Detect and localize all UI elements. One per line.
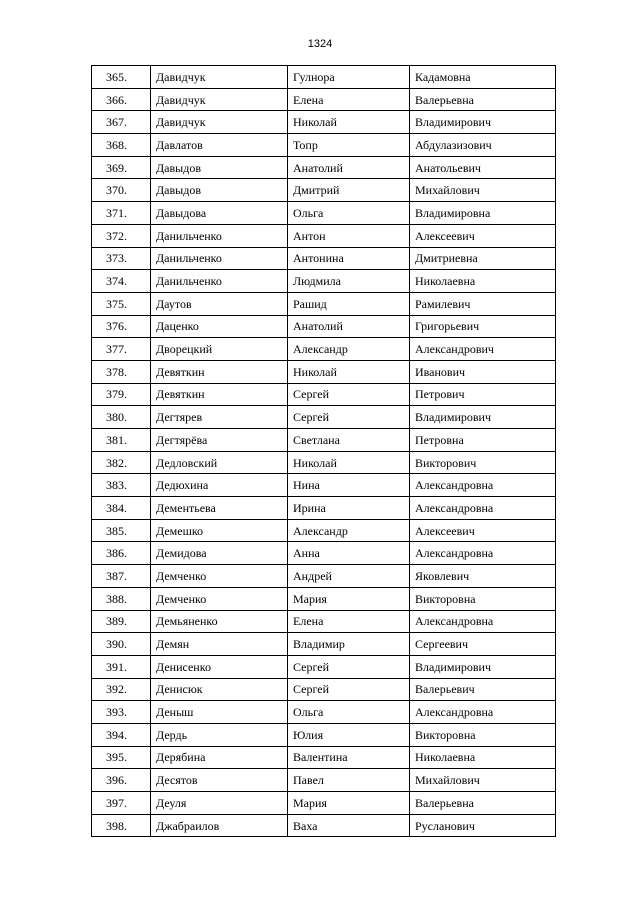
surname-cell: Давидчук bbox=[151, 111, 288, 134]
table-row bbox=[92, 134, 556, 157]
first-name-cell: Владимир bbox=[288, 633, 410, 656]
roster-table bbox=[91, 65, 556, 837]
patronymic-cell: Александрович bbox=[410, 338, 556, 361]
first-name-cell: Юлия bbox=[288, 723, 410, 746]
first-name-cell: Анатолий bbox=[288, 156, 410, 179]
row-number-cell: 375. bbox=[92, 292, 151, 315]
surname-cell: Джабраилов bbox=[151, 814, 288, 837]
surname-cell: Давыдов bbox=[151, 156, 288, 179]
surname-cell: Деныш bbox=[151, 701, 288, 724]
patronymic-cell: Иванович bbox=[410, 360, 556, 383]
table-row bbox=[92, 224, 556, 247]
row-number-cell: 390. bbox=[92, 633, 151, 656]
table-row bbox=[92, 723, 556, 746]
first-name-cell: Сергей bbox=[288, 655, 410, 678]
patronymic-cell: Кадамовна bbox=[410, 66, 556, 89]
surname-cell: Давыдова bbox=[151, 202, 288, 225]
first-name-cell: Ольга bbox=[288, 202, 410, 225]
row-number-cell: 385. bbox=[92, 519, 151, 542]
first-name-cell: Топр bbox=[288, 134, 410, 157]
table-row bbox=[92, 292, 556, 315]
row-number-cell: 387. bbox=[92, 565, 151, 588]
patronymic-cell: Викторович bbox=[410, 451, 556, 474]
first-name-cell: Гулнора bbox=[288, 66, 410, 89]
patronymic-cell: Николаевна bbox=[410, 270, 556, 293]
surname-cell: Данильченко bbox=[151, 270, 288, 293]
first-name-cell: Александр bbox=[288, 338, 410, 361]
patronymic-cell: Валерьевна bbox=[410, 792, 556, 815]
first-name-cell: Нина bbox=[288, 474, 410, 497]
patronymic-cell: Викторовна bbox=[410, 723, 556, 746]
surname-cell: Демьяненко bbox=[151, 610, 288, 633]
first-name-cell: Николай bbox=[288, 451, 410, 474]
row-number-cell: 379. bbox=[92, 383, 151, 406]
row-number-cell: 383. bbox=[92, 474, 151, 497]
table-row bbox=[92, 315, 556, 338]
row-number-cell: 381. bbox=[92, 429, 151, 452]
patronymic-cell: Владимирович bbox=[410, 655, 556, 678]
surname-cell: Демидова bbox=[151, 542, 288, 565]
patronymic-cell: Владимировна bbox=[410, 202, 556, 225]
patronymic-cell: Валерьевна bbox=[410, 88, 556, 111]
first-name-cell: Анатолий bbox=[288, 315, 410, 338]
patronymic-cell: Алексеевич bbox=[410, 224, 556, 247]
row-number-cell: 396. bbox=[92, 769, 151, 792]
first-name-cell: Анна bbox=[288, 542, 410, 565]
patronymic-cell: Владимирович bbox=[410, 111, 556, 134]
table-row bbox=[92, 678, 556, 701]
first-name-cell: Елена bbox=[288, 88, 410, 111]
row-number-cell: 368. bbox=[92, 134, 151, 157]
first-name-cell: Людмила bbox=[288, 270, 410, 293]
row-number-cell: 371. bbox=[92, 202, 151, 225]
table-row bbox=[92, 701, 556, 724]
first-name-cell: Дмитрий bbox=[288, 179, 410, 202]
surname-cell: Демченко bbox=[151, 565, 288, 588]
first-name-cell: Елена bbox=[288, 610, 410, 633]
surname-cell: Данильченко bbox=[151, 224, 288, 247]
surname-cell: Деуля bbox=[151, 792, 288, 815]
first-name-cell: Ваха bbox=[288, 814, 410, 837]
table-row bbox=[92, 202, 556, 225]
row-number-cell: 394. bbox=[92, 723, 151, 746]
row-number-cell: 374. bbox=[92, 270, 151, 293]
patronymic-cell: Александровна bbox=[410, 474, 556, 497]
table-row bbox=[92, 814, 556, 837]
surname-cell: Дердь bbox=[151, 723, 288, 746]
patronymic-cell: Александровна bbox=[410, 542, 556, 565]
patronymic-cell: Петровна bbox=[410, 429, 556, 452]
surname-cell: Данильченко bbox=[151, 247, 288, 270]
row-number-cell: 380. bbox=[92, 406, 151, 429]
table-row bbox=[92, 406, 556, 429]
surname-cell: Девяткин bbox=[151, 383, 288, 406]
table-row bbox=[92, 769, 556, 792]
first-name-cell: Александр bbox=[288, 519, 410, 542]
row-number-cell: 382. bbox=[92, 451, 151, 474]
table-row bbox=[92, 792, 556, 815]
patronymic-cell: Владимирович bbox=[410, 406, 556, 429]
first-name-cell: Сергей bbox=[288, 383, 410, 406]
surname-cell: Денисенко bbox=[151, 655, 288, 678]
patronymic-cell: Александровна bbox=[410, 497, 556, 520]
row-number-cell: 393. bbox=[92, 701, 151, 724]
row-number-cell: 384. bbox=[92, 497, 151, 520]
table-row bbox=[92, 360, 556, 383]
row-number-cell: 372. bbox=[92, 224, 151, 247]
row-number-cell: 397. bbox=[92, 792, 151, 815]
patronymic-cell: Абдулазизович bbox=[410, 134, 556, 157]
table-row bbox=[92, 497, 556, 520]
table-row bbox=[92, 610, 556, 633]
surname-cell: Давидчук bbox=[151, 66, 288, 89]
surname-cell: Даценко bbox=[151, 315, 288, 338]
row-number-cell: 377. bbox=[92, 338, 151, 361]
table-row bbox=[92, 633, 556, 656]
patronymic-cell: Анатольевич bbox=[410, 156, 556, 179]
patronymic-cell: Григорьевич bbox=[410, 315, 556, 338]
row-number-cell: 392. bbox=[92, 678, 151, 701]
table-row bbox=[92, 247, 556, 270]
patronymic-cell: Михайлович bbox=[410, 179, 556, 202]
patronymic-cell: Яковлевич bbox=[410, 565, 556, 588]
surname-cell: Давлатов bbox=[151, 134, 288, 157]
surname-cell: Дементьева bbox=[151, 497, 288, 520]
table-row bbox=[92, 519, 556, 542]
surname-cell: Давидчук bbox=[151, 88, 288, 111]
row-number-cell: 378. bbox=[92, 360, 151, 383]
table-row bbox=[92, 451, 556, 474]
patronymic-cell: Петрович bbox=[410, 383, 556, 406]
first-name-cell: Сергей bbox=[288, 406, 410, 429]
row-number-cell: 395. bbox=[92, 746, 151, 769]
patronymic-cell: Николаевна bbox=[410, 746, 556, 769]
surname-cell: Девяткин bbox=[151, 360, 288, 383]
patronymic-cell: Александровна bbox=[410, 701, 556, 724]
surname-cell: Десятов bbox=[151, 769, 288, 792]
surname-cell: Дедловский bbox=[151, 451, 288, 474]
row-number-cell: 370. bbox=[92, 179, 151, 202]
patronymic-cell: Русланович bbox=[410, 814, 556, 837]
patronymic-cell: Алексеевич bbox=[410, 519, 556, 542]
row-number-cell: 366. bbox=[92, 88, 151, 111]
surname-cell: Дерябина bbox=[151, 746, 288, 769]
surname-cell: Демян bbox=[151, 633, 288, 656]
first-name-cell: Сергей bbox=[288, 678, 410, 701]
first-name-cell: Андрей bbox=[288, 565, 410, 588]
row-number-cell: 388. bbox=[92, 587, 151, 610]
table-row bbox=[92, 474, 556, 497]
surname-cell: Дегтярёва bbox=[151, 429, 288, 452]
table-row bbox=[92, 565, 556, 588]
roster-table-body bbox=[92, 66, 556, 837]
row-number-cell: 369. bbox=[92, 156, 151, 179]
row-number-cell: 373. bbox=[92, 247, 151, 270]
patronymic-cell: Александровна bbox=[410, 610, 556, 633]
row-number-cell: 365. bbox=[92, 66, 151, 89]
table-row bbox=[92, 542, 556, 565]
table-row bbox=[92, 179, 556, 202]
surname-cell: Дворецкий bbox=[151, 338, 288, 361]
table-row bbox=[92, 429, 556, 452]
surname-cell: Давыдов bbox=[151, 179, 288, 202]
row-number-cell: 389. bbox=[92, 610, 151, 633]
row-number-cell: 367. bbox=[92, 111, 151, 134]
table-row bbox=[92, 270, 556, 293]
table-row bbox=[92, 383, 556, 406]
table-row bbox=[92, 66, 556, 89]
row-number-cell: 398. bbox=[92, 814, 151, 837]
row-number-cell: 391. bbox=[92, 655, 151, 678]
surname-cell: Даутов bbox=[151, 292, 288, 315]
surname-cell: Демченко bbox=[151, 587, 288, 610]
first-name-cell: Рашид bbox=[288, 292, 410, 315]
row-number-cell: 376. bbox=[92, 315, 151, 338]
table-row bbox=[92, 587, 556, 610]
table-row bbox=[92, 111, 556, 134]
table-row bbox=[92, 655, 556, 678]
patronymic-cell: Михайлович bbox=[410, 769, 556, 792]
first-name-cell: Валентина bbox=[288, 746, 410, 769]
surname-cell: Демешко bbox=[151, 519, 288, 542]
patronymic-cell: Рамилевич bbox=[410, 292, 556, 315]
first-name-cell: Ольга bbox=[288, 701, 410, 724]
surname-cell: Дегтярев bbox=[151, 406, 288, 429]
first-name-cell: Антонина bbox=[288, 247, 410, 270]
table-row bbox=[92, 156, 556, 179]
first-name-cell: Светлана bbox=[288, 429, 410, 452]
patronymic-cell: Сергеевич bbox=[410, 633, 556, 656]
page-number: 1324 bbox=[307, 38, 333, 50]
first-name-cell: Мария bbox=[288, 792, 410, 815]
first-name-cell: Николай bbox=[288, 111, 410, 134]
table-row bbox=[92, 338, 556, 361]
first-name-cell: Павел bbox=[288, 769, 410, 792]
first-name-cell: Николай bbox=[288, 360, 410, 383]
row-number-cell: 386. bbox=[92, 542, 151, 565]
patronymic-cell: Валерьевич bbox=[410, 678, 556, 701]
patronymic-cell: Викторовна bbox=[410, 587, 556, 610]
first-name-cell: Мария bbox=[288, 587, 410, 610]
first-name-cell: Ирина bbox=[288, 497, 410, 520]
patronymic-cell: Дмитриевна bbox=[410, 247, 556, 270]
first-name-cell: Антон bbox=[288, 224, 410, 247]
table-row bbox=[92, 88, 556, 111]
surname-cell: Дедюхина bbox=[151, 474, 288, 497]
surname-cell: Денисюк bbox=[151, 678, 288, 701]
table-row bbox=[92, 746, 556, 769]
